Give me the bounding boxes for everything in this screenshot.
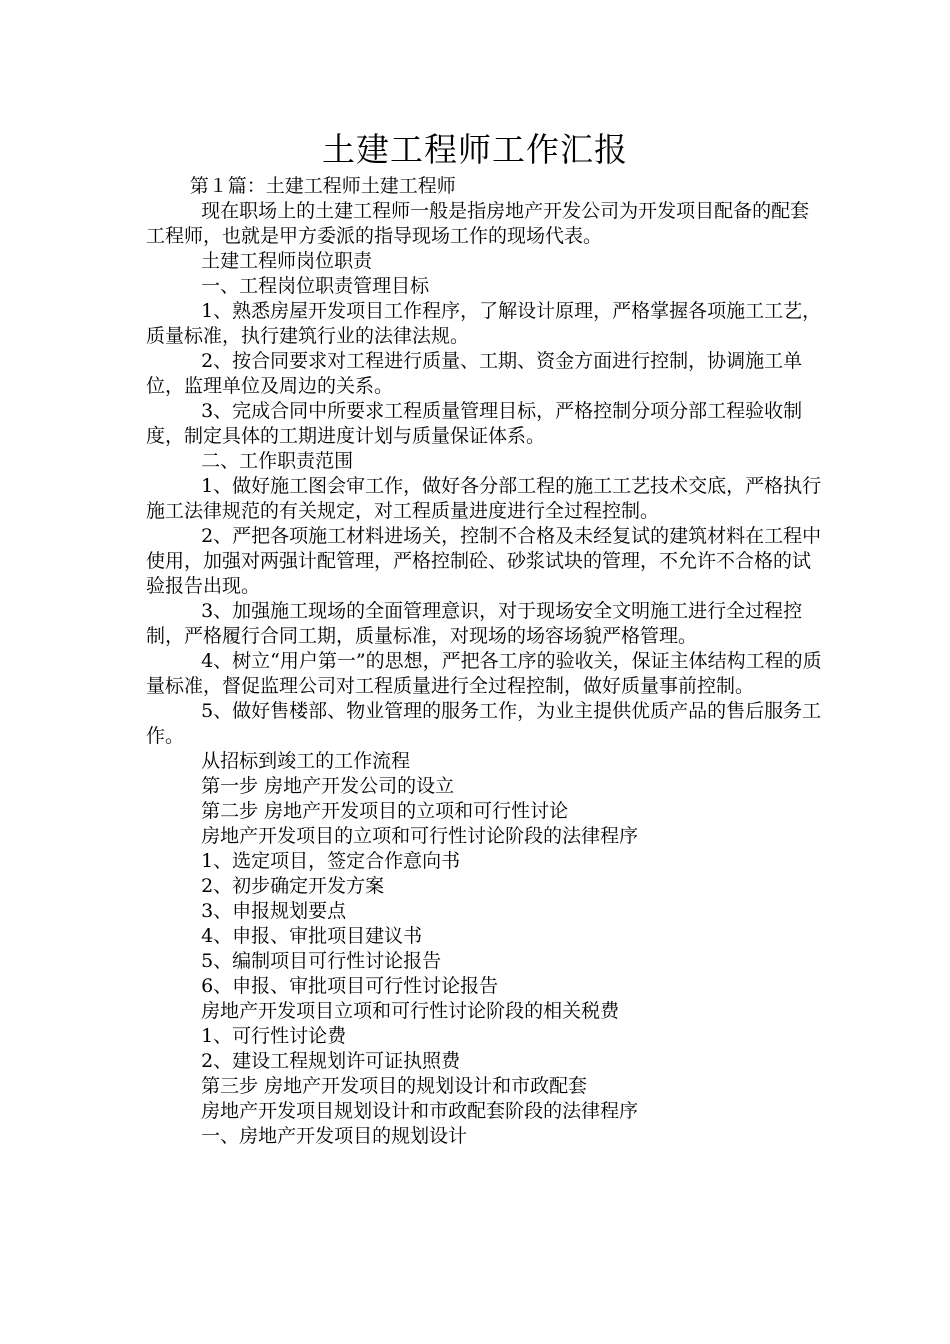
paragraph: 房地产开发项目的立项和可行性讨论阶段的法律程序	[201, 825, 639, 847]
paragraph: 第三步 房地产开发项目的规划设计和市政配套	[201, 1075, 588, 1097]
document-title: 土建工程师工作汇报	[322, 130, 628, 169]
paragraph: 土建工程师岗位职责	[201, 250, 373, 272]
paragraph: 6、申报、审批项目可行性讨论报告	[201, 975, 499, 997]
paragraph: 2、按合同要求对工程进行质量、工期、资金方面进行控制，协调施工单位，监理单位及周边的关系。	[146, 350, 803, 397]
paragraph: 4、树立“用户第一”的思想，严把各工序的验收关，保证主体结构工程的质量标准，督促监理公司对工程质量进行全过程控制，做好质量事前控制。	[146, 650, 822, 697]
paragraph: 3、申报规划要点	[201, 900, 347, 922]
paragraph: 房地产开发项目立项和可行性讨论阶段的相关税费	[201, 1000, 620, 1022]
paragraph: 从招标到竣工的工作流程	[201, 750, 411, 772]
paragraph: 第二步 房地产开发项目的立项和可行性讨论	[201, 800, 569, 822]
paragraph: 第一步 房地产开发公司的设立	[201, 775, 455, 797]
paragraph: 第１篇：土建工程师土建工程师	[189, 175, 456, 197]
paragraph: 一、工程岗位职责管理目标	[201, 275, 430, 297]
paragraph: 4、申报、审批项目建议书	[201, 925, 423, 947]
paragraph: 5、编制项目可行性讨论报告	[201, 950, 442, 972]
paragraph: 5、做好售楼部、物业管理的服务工作，为业主提供优质产品的售后服务工作。	[146, 700, 822, 747]
paragraph: 2、初步确定开发方案	[201, 875, 385, 897]
paragraph: 2、严把各项施工材料进场关，控制不合格及未经复试的建筑材料在工程中使用，加强对两强计配管理，严格控制砼、砂浆试块的管理，不允许不合格的试验报告出现。	[146, 525, 822, 597]
document-body	[146, 174, 826, 1149]
paragraph: 2、建设工程规划许可证执照费	[201, 1050, 461, 1072]
paragraph: 1、做好施工图会审工作，做好各分部工程的施工工艺技术交底，严格执行施工法律规范的有关规定，对工程质量进度进行全过程控制。	[146, 475, 822, 522]
paragraph: 3、完成合同中所要求工程质量管理目标，严格控制分项分部工程验收制度，制定具体的工期进度计划与质量保证体系。	[146, 400, 803, 447]
paragraph: 1、可行性讨论费	[201, 1025, 347, 1047]
paragraph: 1、熟悉房屋开发项目工作程序，了解设计原理，严格掌握各项施工工艺，质量标准，执行建筑行业的法律法规。	[146, 300, 822, 347]
paragraph: 现在职场上的土建工程师一般是指房地产开发公司为开发项目配备的配套工程师，也就是甲方委派的指导现场工作的现场代表。	[146, 200, 810, 247]
paragraph: 二、工作职责范围	[201, 450, 354, 472]
paragraph: 一、房地产开发项目的规划设计	[201, 1125, 468, 1147]
paragraph: 1、选定项目，签定合作意向书	[201, 850, 461, 872]
paragraph: 3、加强施工现场的全面管理意识，对于现场安全文明施工进行全过程控制，严格履行合同工期，质量标准，对现场的场容场貌严格管理。	[146, 600, 803, 647]
paragraph: 房地产开发项目规划设计和市政配套阶段的法律程序	[201, 1100, 639, 1122]
